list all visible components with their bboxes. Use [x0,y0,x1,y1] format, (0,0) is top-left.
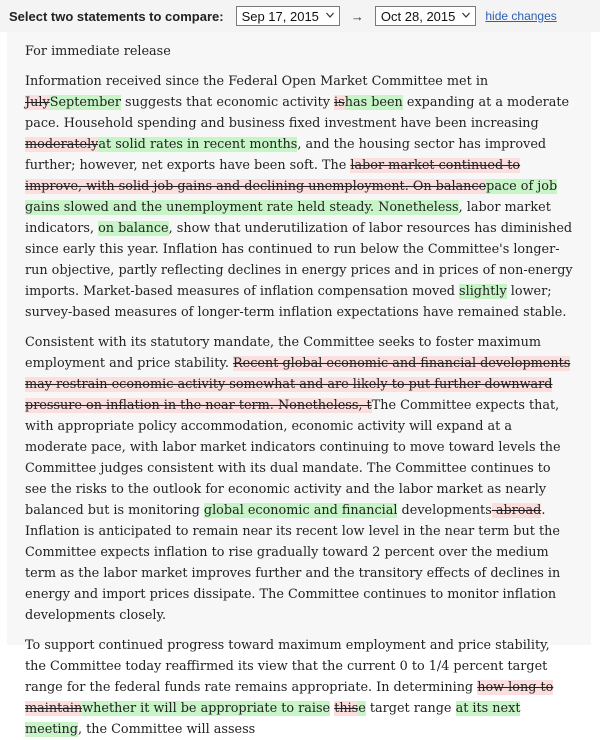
deleted-text: labor market continued to improve, with solid job gains and declining unemployment. On balance [25,158,521,194]
statement-text: developments [397,503,492,518]
statement-text: , the Committee will assess [77,722,256,737]
statement-text: target range [365,701,456,716]
deleted-text: July [25,95,50,110]
inserted-text: at solid rates in recent months [98,137,298,152]
deleted-text: is [334,95,345,110]
chevron-down-icon [462,11,470,19]
statement-text: expanding at a moderate pace. Household spending and business fixed investment have been increasing [25,95,570,131]
statement-text: , show that underutilization of labor resources has diminished since early this year. Inflation has continued to run below the Committee's longer-run objective, partly reflecting declines in energy prices and in prices of non-energy imports. Market-based measures of inflation compensation moved [25,221,573,299]
statement-paragraph [25,332,573,626]
hide-changes-link[interactable]: hide changes [485,9,557,23]
statement-paragraph [25,71,573,323]
statement-paragraph [25,41,573,62]
inserted-text: pace of job gains slowed and the unemployment rate held steady. Nonetheless [25,179,558,215]
chevron-down-icon [326,11,334,19]
statement-diff-document [7,32,591,737]
deleted-text: Recent global economic and financial developments may restrain economic activity somewhat and are likely to put further downward pressure on inflation in the near term. Nonetheless, t [25,356,571,413]
inserted-text: e [358,701,366,716]
deleted-text: abroad [491,503,542,518]
to-date-select[interactable] [375,6,476,26]
inserted-text: September [49,95,121,110]
from-date-value: Sep 17, 2015 [241,9,319,24]
inserted-text: at its next meeting [25,701,521,737]
inserted-text: global economic and financial [203,503,398,518]
right-arrow-icon: → [350,8,364,24]
compare-label: Select two statements to compare: [9,8,224,24]
compare-toolbar [0,0,600,32]
statement-text: suggests that economic activity [120,95,335,110]
statement-text: Consistent with its statutory mandate, the Committee seeks to foster maximum employment and price stability. [25,335,542,371]
inserted-text: on balance [98,221,169,236]
inserted-text: slightly [459,284,507,299]
statement-text: For immediate release [25,44,171,59]
statement-text: lower; survey-based measures of longer-term inflation expectations have remained stable. [25,284,567,320]
deleted-text: moderately [25,137,99,152]
statement-text: To support continued progress toward maximum employment and price stability, the Committee today reaffirmed its view that the current 0 to 1/4 percent target range for the federal funds rate remains appropriate. In determining [25,638,550,695]
statement-text: The Committee expects that, with appropriate policy accommodation, economic activity will expand at a moderate pace, with labor market indicators continuing to move toward levels the Committee judges consistent with its dual mandate. The Committee continues to see the risks to the outlook for economic activity and the labor market as nearly balanced but is monitoring [25,398,561,518]
statement-text: Information received since the Federal Open Market Committee met in [25,74,489,89]
deleted-text: how long to maintain [25,680,554,716]
statement-paragraph [25,635,573,740]
to-date-value: Oct 28, 2015 [380,9,456,24]
statement-text: , labor market indicators, [25,200,551,236]
statement-text: . Inflation is anticipated to remain near its recent low level in the near term but the Committee expects inflation to rise gradually toward 2 percent over the medium term as the labor market improves further and the transitory effects of declines in energy and import prices dissipate. The Committee continues to monitor inflation developments closely. [25,503,561,623]
deleted-text: this [334,701,359,716]
from-date-select[interactable] [236,6,340,26]
inserted-text: whether it will be appropriate to raise [82,701,331,716]
statement-text: , and the housing sector has improved further; however, net exports have been soft. The [25,137,547,173]
inserted-text: has been [344,95,403,110]
